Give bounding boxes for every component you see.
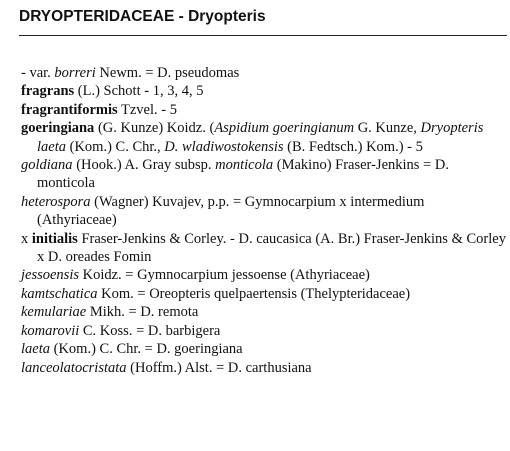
entry — [21, 340, 507, 358]
taxon-name: fragrans — [21, 83, 75, 100]
italic-name: borreri — [54, 65, 96, 81]
italic-name: lanceolatocristata — [21, 359, 127, 376]
entry-text: (Kom.) C. Chr., — [66, 138, 165, 155]
entry-text: (Kom.) C. Chr. = D. goeringiana — [50, 341, 243, 358]
entry-text: Tzvel. - 5 — [117, 101, 177, 118]
entry-text: (L.) Schott - 1, 3, 4, 5 — [74, 83, 204, 100]
page-header: DRYOPTERIDACEAE - Dryopteris — [19, 8, 266, 25]
entry-text: Mikh. = D. remota — [86, 304, 199, 321]
entry — [21, 82, 507, 100]
italic-name: laeta — [21, 341, 50, 358]
header-rule — [19, 35, 507, 36]
taxon-name: goeringiana — [21, 120, 95, 137]
taxon-name: initialis — [31, 230, 78, 247]
entry-text: (Wagner) Kuvajev, p.p. = Gymnocarpium x intermedium (Athyriaceae) — [37, 193, 425, 229]
entry-text: Kom. = Oreopteris quelpaertensis (Thelypteridaceae) — [97, 285, 411, 302]
entry-text: Newm. = D. pseudomas — [95, 65, 240, 81]
italic-name: jessoensis — [21, 267, 79, 284]
italic-name: goldiana — [21, 157, 73, 174]
entry-text: G. Kunze, — [354, 120, 421, 137]
entry — [21, 322, 507, 340]
entry — [21, 303, 507, 321]
entry — [21, 285, 507, 303]
italic-name: Aspidium goeringianum — [214, 120, 355, 137]
italic-name: heterospora — [21, 193, 91, 210]
entry-text: C. Koss. = D. barbigera — [79, 322, 221, 339]
entry — [21, 266, 507, 284]
italic-name: kemulariae — [21, 304, 87, 321]
entry — [21, 193, 507, 230]
taxon-name: fragrantiformis — [21, 101, 118, 118]
entry — [21, 64, 507, 82]
italic-name: Dryopteris laeta — [37, 120, 484, 155]
italic-name: D. wladiwostokensis — [164, 138, 284, 155]
entry-text: (Hook.) A. Gray subsp. — [72, 157, 216, 174]
entry-text: x — [21, 230, 32, 247]
entry — [21, 119, 507, 156]
entry — [21, 359, 507, 377]
italic-name: komarovii — [21, 322, 80, 339]
entry-text: (B. Fedtsch.) Kom.) - 5 — [283, 138, 423, 155]
entry-text: (Hoffm.) Alst. = D. carthusiana — [126, 359, 312, 376]
italic-name: kamtschatica — [21, 285, 98, 302]
entry — [21, 101, 507, 119]
entry-text: Koidz. = Gymnocarpium jessoense (Athyriaceae) — [79, 267, 370, 284]
entry-list — [21, 64, 507, 377]
entry-text: (G. Kunze) Koidz. ( — [94, 120, 215, 137]
entry-text: Fraser-Jenkins & Corley. - D. caucasica (A. Br.) Fraser-Jenkins & Corley x D. oreades Fomin — [37, 230, 506, 266]
italic-name: monticola — [215, 157, 274, 174]
entry-text: - var. — [21, 65, 55, 81]
entry — [21, 156, 507, 193]
entry — [21, 230, 507, 267]
entry-text: (Makino) Fraser-Jenkins = D. monticola — [37, 157, 449, 192]
